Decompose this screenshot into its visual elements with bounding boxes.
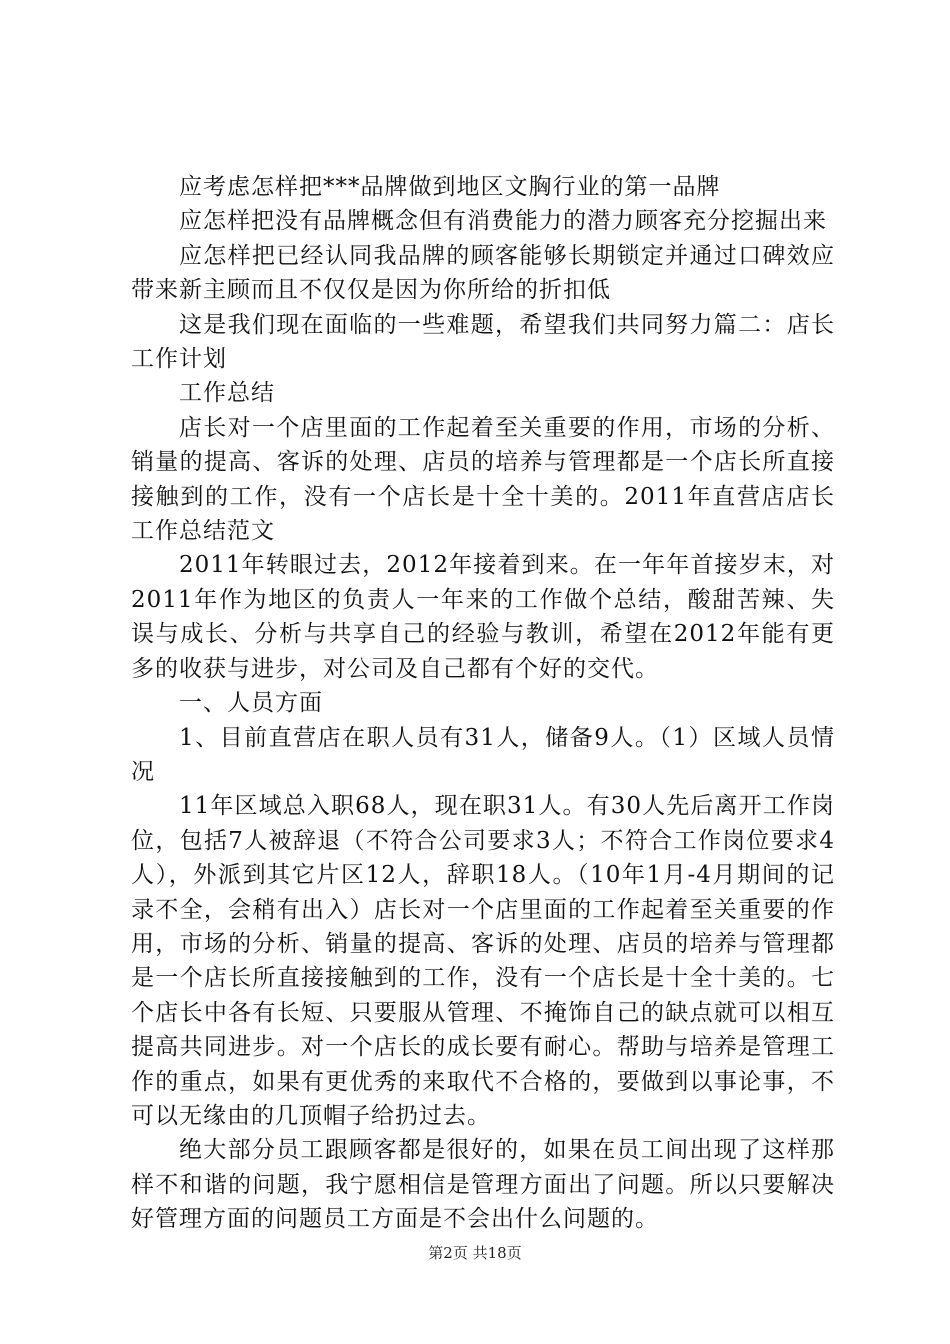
section-heading: 工作总结 — [179, 380, 275, 407]
paragraph: 绝大部分员工跟顾客都是很好的，如果在员工间出现了这样那样不和谐的问题，我宁愿相信是管理方面出了问题。所以只要解决好管理方面的问题员工方面是不会出什么问题的。 — [131, 1137, 835, 1233]
paragraph: 应怎样把没有品牌概念但有消费能力的潜力顾客充分挖掘出来 — [179, 208, 827, 235]
paragraph: 应怎样把已经认同我品牌的顾客能够长期锁定并通过口碑效应带来新主顾而且不仅仅是因为你所给的折扣低 — [131, 242, 835, 304]
paragraph: 11年区域总入职68人，现在职31人。有30人先后离开工作岗位，包括7人被辞退（不符合公司要求3人；不符合工作岗位要求4人），外派到其它片区12人，辞职18人。（10年1月-4月期间的记录不全，会稍有出入）店长对一个店里面的工作起着至关重要的作用，市场的分析、销量的提高、客诉的处理、店员的培养与管理都是一个店长所直接接触到的工作，没有一个店长是十全十美的。七个店长中各有长短、只要服从管理、不掩饰自己的缺点就可以相互提高共同进步。对一个店长的成长要有耐心。帮助与培养是管理工作的重点，如果有更优秀的来取代不合格的，要做到以事论事，不可以无缘由的几顶帽子给扔过去。 — [131, 793, 835, 1129]
paragraph: 店长对一个店里面的工作起着至关重要的作用，市场的分析、销量的提高、客诉的处理、店员的培养与管理都是一个店长所直接接触到的工作，没有一个店长是十全十美的。2011年直营店店长工作总结范文 — [131, 414, 835, 545]
paragraph: 1、目前直营店在职人员有31人，储备9人。（1）区域人员情况 — [131, 724, 835, 785]
paragraph: 2011年转眼过去，2012年接着到来。在一年年首接岁末，对2011年作为地区的负责人一年来的工作做个总结，酸甜苦辣、失误与成长、分析与共享自己的经验与教训，希望在2012年能有更多的收获与进步，对公司及自己都有个好的交代。 — [131, 552, 835, 682]
section-heading: 一、人员方面 — [179, 690, 323, 717]
paragraph: 应考虑怎样把***品牌做到地区文胸行业的第一品牌 — [179, 174, 721, 200]
paragraph: 这是我们现在面临的一些难题，希望我们共同努力篇二：店长工作计划 — [131, 311, 835, 373]
page-footer: 第2页 共18页 — [428, 1244, 522, 1262]
body-text — [131, 170, 835, 1237]
